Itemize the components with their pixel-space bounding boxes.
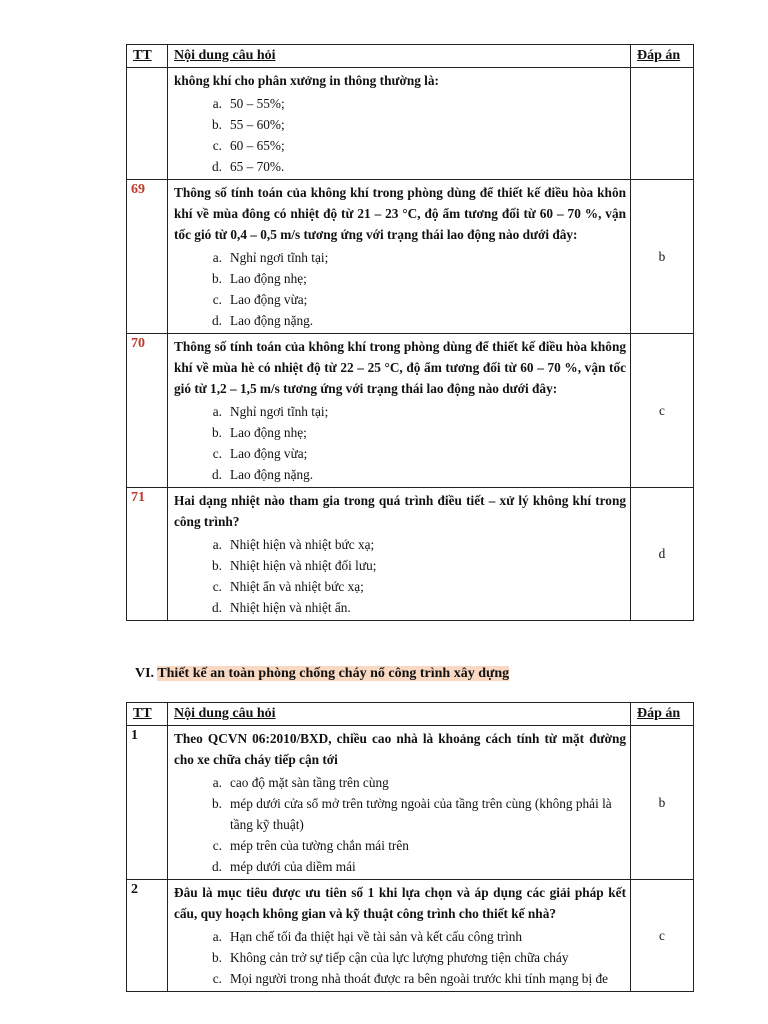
option-text: 65 – 70%. — [230, 159, 285, 174]
option-letter: c. — [212, 292, 222, 307]
option-text: Nghỉ ngơi tĩnh tại; — [230, 404, 329, 419]
header-answer: Đáp án — [631, 703, 694, 726]
question-row — [127, 488, 694, 621]
header-tt: TT — [127, 45, 168, 68]
question-row — [127, 880, 694, 992]
header-content: Nội dung câu hỏi — [168, 45, 631, 68]
header-tt: TT — [127, 703, 168, 726]
question-content — [168, 334, 631, 488]
question-row — [127, 180, 694, 334]
option-letter: a. — [212, 250, 222, 265]
question-content — [168, 880, 631, 992]
option-letter: b. — [212, 558, 222, 573]
option-letter: b. — [212, 117, 222, 132]
question-number — [127, 68, 168, 180]
option-text: Lao động nhẹ; — [230, 271, 307, 286]
answer-key: b — [631, 726, 694, 880]
option-text: Lao động nhẹ; — [230, 425, 307, 440]
answer-option — [174, 422, 626, 443]
option-letter: a. — [212, 537, 222, 552]
option-text: mép trên của tường chắn mái trên — [230, 838, 409, 853]
answer-option — [174, 310, 626, 331]
question-text: Theo QCVN 06:2010/BXD, chiều cao nhà là khoảng cách tính từ mặt đường cho xe chữa cháy tiếp cận tới — [174, 731, 626, 767]
option-text: cao độ mặt sàn tầng trên cùng — [230, 775, 389, 790]
section-heading — [135, 666, 509, 682]
question-text: Đâu là mục tiêu được ưu tiên số 1 khi lựa chọn và áp dụng các giải pháp kết cấu, quy hoạch không gian và kỹ thuật công trình cho thiết kế nhà? — [174, 885, 626, 921]
option-letter: d. — [212, 467, 222, 482]
option-text: 55 – 60%; — [230, 117, 285, 132]
option-letter: d. — [212, 159, 222, 174]
header-answer: Đáp án — [631, 45, 694, 68]
question-content — [168, 726, 631, 880]
option-letter: c. — [212, 971, 222, 986]
option-text: Nhiệt hiện và nhiệt ẩn. — [230, 600, 351, 615]
answer-key: b — [631, 180, 694, 334]
option-letter: a. — [212, 929, 222, 944]
answer-option — [174, 156, 626, 177]
answer-option — [174, 772, 626, 793]
answer-option — [174, 247, 626, 268]
answer-option — [174, 793, 626, 835]
answer-option — [174, 534, 626, 555]
question-text: Hai dạng nhiệt nào tham gia trong quá trình điều tiết – xử lý không khí trong công trình? — [174, 493, 626, 529]
question-content — [168, 68, 631, 180]
question-text: không khí cho phân xưởng in thông thường là: — [174, 73, 439, 88]
option-text: Lao động vừa; — [230, 292, 308, 307]
question-text: Thông số tính toán của không khí trong phòng dùng để thiết kế điều hòa khôn khí về mùa đông có nhiệt độ từ 21 – 23 °C, độ ẩm tương đối từ 60 – 70 %, vận tốc gió từ 0,4 – 0,5 m/s tương ứng với trạng thái lao động nào dưới đây: — [174, 185, 626, 242]
section-prefix: VI. — [135, 666, 155, 681]
header-content: Nội dung câu hỏi — [168, 703, 631, 726]
answer-option — [174, 401, 626, 422]
answer-option — [174, 289, 626, 310]
option-letter: b. — [212, 425, 222, 440]
option-letter: c. — [212, 838, 222, 853]
option-letter: c. — [212, 579, 222, 594]
option-letter: a. — [212, 404, 222, 419]
option-letter: d. — [212, 859, 222, 874]
option-text: mép dưới cửa sổ mở trên tường ngoài của tầng trên cùng (không phải là tầng kỹ thuật) — [230, 796, 612, 832]
option-text: Lao động vừa; — [230, 446, 308, 461]
answer-option — [174, 835, 626, 856]
answer-key: d — [631, 488, 694, 621]
table-header — [127, 45, 694, 68]
question-number: 69 — [127, 180, 168, 334]
question-number: 2 — [127, 880, 168, 992]
question-content — [168, 180, 631, 334]
answer-key: c — [631, 880, 694, 992]
question-number: 70 — [127, 334, 168, 488]
option-letter: d. — [212, 600, 222, 615]
answer-option — [174, 926, 626, 947]
option-letter: b. — [212, 796, 222, 811]
option-text: Nhiệt ẩn và nhiệt bức xạ; — [230, 579, 364, 594]
option-letter: b. — [212, 271, 222, 286]
answer-option — [174, 597, 626, 618]
question-number: 71 — [127, 488, 168, 621]
answer-option — [174, 856, 626, 877]
question-table-2 — [126, 702, 694, 992]
table-header — [127, 703, 694, 726]
answer-option — [174, 443, 626, 464]
option-text: Mọi người trong nhà thoát được ra bên ngoài trước khi tính mạng bị đe — [230, 971, 609, 986]
option-text: Lao động nặng. — [230, 467, 314, 482]
question-text: Thông số tính toán của không khí trong phòng dùng để thiết kế điều hòa không khí về mùa hè có nhiệt độ từ 22 – 25 °C, độ ẩm tương đối từ 60 – 70 %, vận tốc gió từ 1,2 – 1,5 m/s tương ứng với trạng thái lao động nào dưới đây: — [174, 339, 626, 396]
question-row — [127, 334, 694, 488]
option-text: 60 – 65%; — [230, 138, 285, 153]
section-title: Thiết kế an toàn phòng chống cháy nổ công trình xây dựng — [157, 666, 510, 681]
answer-key: c — [631, 334, 694, 488]
option-text: Nghỉ ngơi tĩnh tại; — [230, 250, 329, 265]
answer-option — [174, 464, 626, 485]
question-row — [127, 68, 694, 180]
option-text: Hạn chế tối đa thiệt hại về tài sản và kết cấu công trình — [230, 929, 523, 944]
answer-option — [174, 947, 626, 968]
answer-option — [174, 968, 626, 989]
option-letter: c. — [212, 446, 222, 461]
answer-option — [174, 268, 626, 289]
question-table-1 — [126, 44, 694, 621]
option-text: Nhiệt hiện và nhiệt bức xạ; — [230, 537, 375, 552]
option-text: mép dưới của diềm mái — [230, 859, 356, 874]
option-text: Lao động nặng. — [230, 313, 314, 328]
answer-option — [174, 135, 626, 156]
question-content — [168, 488, 631, 621]
option-text: Không cản trở sự tiếp cận của lực lượng phương tiện chữa cháy — [230, 950, 569, 965]
option-letter: b. — [212, 950, 222, 965]
answer-option — [174, 114, 626, 135]
question-number: 1 — [127, 726, 168, 880]
option-letter: a. — [212, 96, 222, 111]
answer-option — [174, 555, 626, 576]
question-row — [127, 726, 694, 880]
option-text: 50 – 55%; — [230, 96, 285, 111]
answer-key — [631, 68, 694, 180]
option-letter: d. — [212, 313, 222, 328]
option-text: Nhiệt hiện và nhiệt đối lưu; — [230, 558, 377, 573]
answer-option — [174, 93, 626, 114]
answer-option — [174, 576, 626, 597]
option-letter: c. — [212, 138, 222, 153]
option-letter: a. — [212, 775, 222, 790]
